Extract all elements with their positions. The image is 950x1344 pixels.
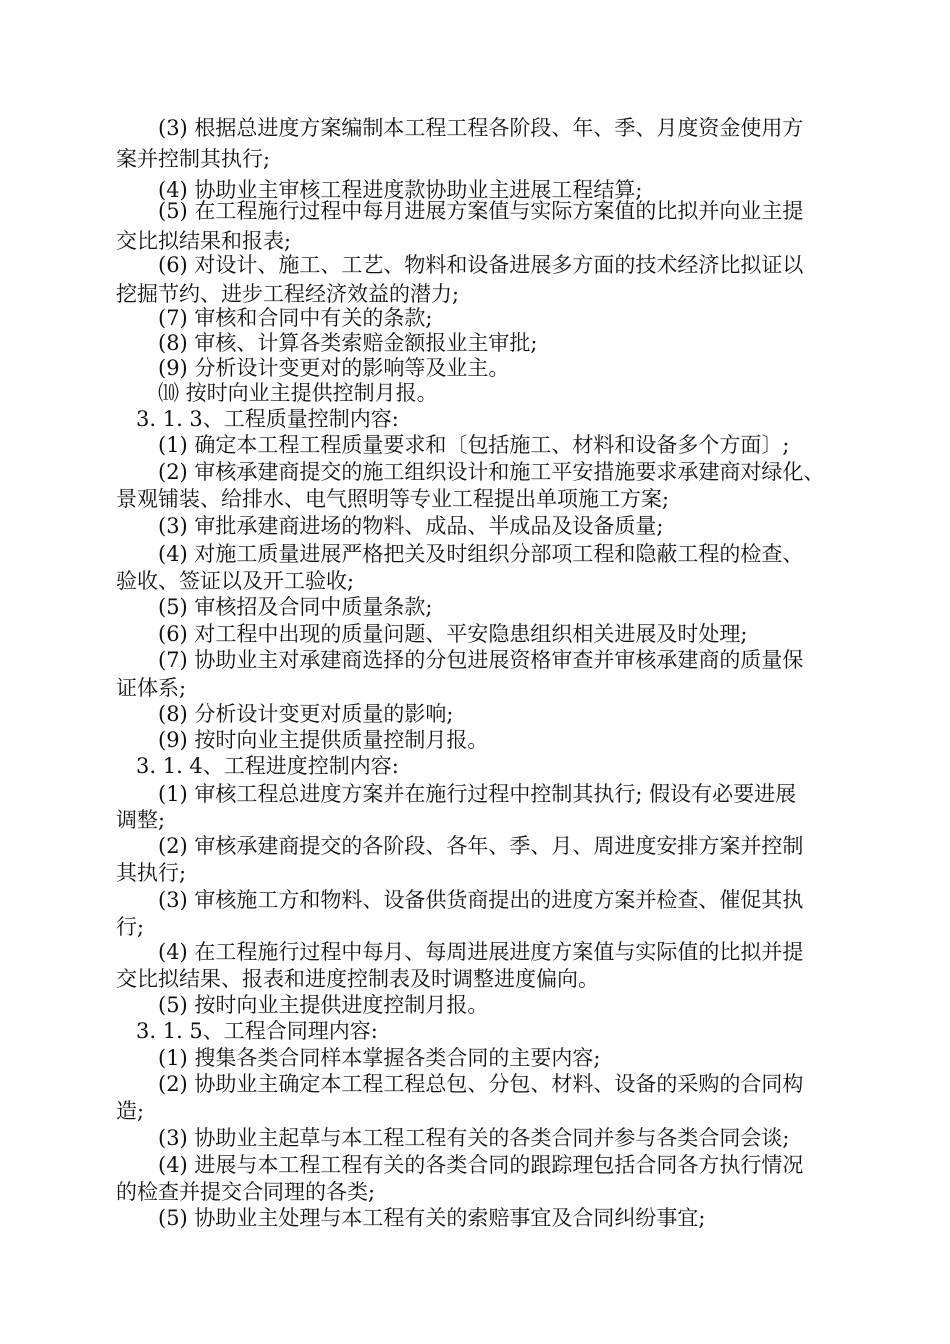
text-line: (5) 审核招及合同中质量条款;	[158, 595, 433, 619]
text-line: (4) 进展与本工程工程有关的各类合同的跟踪理包括合同各方执行情况	[158, 1153, 804, 1177]
text-line: (5) 协助业主处理与本工程有关的索赔事宜及合同纠纷事宜;	[158, 1206, 706, 1230]
text-line: 挖掘节约、进步工程经济效益的潜力;	[116, 282, 460, 306]
text-line: 证体系;	[116, 676, 187, 700]
text-line: (3) 协助业主起草与本工程工程有关的各类合同并参与各类合同会谈;	[158, 1126, 790, 1150]
text-line: (6) 对设计、施工、工艺、物料和设备进展多方面的技术经济比拟证以	[158, 253, 804, 277]
text-line: (5) 按时向业主提供进度控制月报。	[158, 993, 489, 1017]
text-line: 调整;	[116, 808, 166, 832]
text-line: (9) 分析设计变更对的影响等及业主。	[158, 356, 510, 380]
text-line: 的检查并提交合同理的各类;	[116, 1180, 376, 1204]
text-line: 景观铺装、给排水、电气照明等专业工程提出单项施工方案;	[116, 487, 670, 511]
text-line: (4) 在工程施行过程中每月、每周进展进度方案值与实际值的比拟并提	[158, 940, 804, 964]
text-line: (2) 协助业主确定本工程工程总包、分包、材料、设备的采购的合同构	[158, 1072, 804, 1096]
text-line: (3) 审批承建商进场的物料、成品、半成品及设备质量;	[158, 514, 664, 538]
text-line: 造;	[116, 1099, 145, 1123]
text-line: 交比拟结果、报表和进度控制表及时调整进度偏向。	[116, 967, 599, 991]
text-line: (2) 审核承建商提交的施工组织设计和施工平安措施要求承建商对绿化、	[158, 460, 825, 484]
text-line: (3) 审核施工方和物料、设备供货商提出的进度方案并检查、催促其执	[158, 888, 804, 912]
section-heading: 3. 1. 5、工程合同理内容:	[136, 1019, 378, 1043]
text-line: (7) 审核和合同中有关的条款;	[158, 306, 433, 330]
text-line: (7) 协助业主对承建商选择的分包进展资格审查并审核承建商的质量保	[158, 648, 804, 672]
text-line: (1) 搜集各类合同样本掌握各类合同的主要内容;	[158, 1046, 601, 1070]
section-heading: 3. 1. 3、工程质量控制内容:	[136, 407, 399, 431]
text-line: (6) 对工程中出现的质量问题、平安隐患组织相关进展及时处理;	[158, 622, 748, 646]
text-line: 案并控制其执行;	[116, 147, 271, 171]
text-line: (8) 审核、计算各类索赔金额报业主审批;	[158, 331, 538, 355]
text-line: ⑽ 按时向业主提供控制月报。	[158, 381, 438, 405]
text-line: (5) 在工程施行过程中每月进展方案值与实际方案值的比拟并向业主提	[158, 199, 804, 223]
text-line: 其执行;	[116, 861, 187, 885]
text-line: (4) 对施工质量进展严格把关及时组织分部项工程和隐蔽工程的检查、	[158, 542, 804, 566]
text-line: 交比拟结果和报表;	[116, 229, 292, 253]
text-line: 验收、签证以及开工验收;	[116, 569, 355, 593]
text-line: (8) 分析设计变更对质量的影响;	[158, 702, 454, 726]
text-line: (1) 确定本工程工程质量要求和〔包括施工、材料和设备多个方面〕;	[158, 433, 790, 457]
text-line: (9) 按时向业主提供质量控制月报。	[158, 728, 489, 752]
text-line: (4) 协助业主审核工程进度款协助业主进展工程结算;	[158, 178, 643, 202]
text-line: (3) 根据总进度方案编制本工程工程各阶段、年、季、月度资金使用方	[158, 116, 804, 140]
text-line: 行;	[116, 915, 145, 939]
text-line: (1) 审核工程总进度方案并在施行过程中控制其执行; 假设有必要进展	[158, 782, 797, 806]
section-heading: 3. 1. 4、工程进度控制内容:	[136, 754, 399, 778]
text-line: (2) 审核承建商提交的各阶段、各年、季、月、周进度安排方案并控制	[158, 834, 804, 858]
